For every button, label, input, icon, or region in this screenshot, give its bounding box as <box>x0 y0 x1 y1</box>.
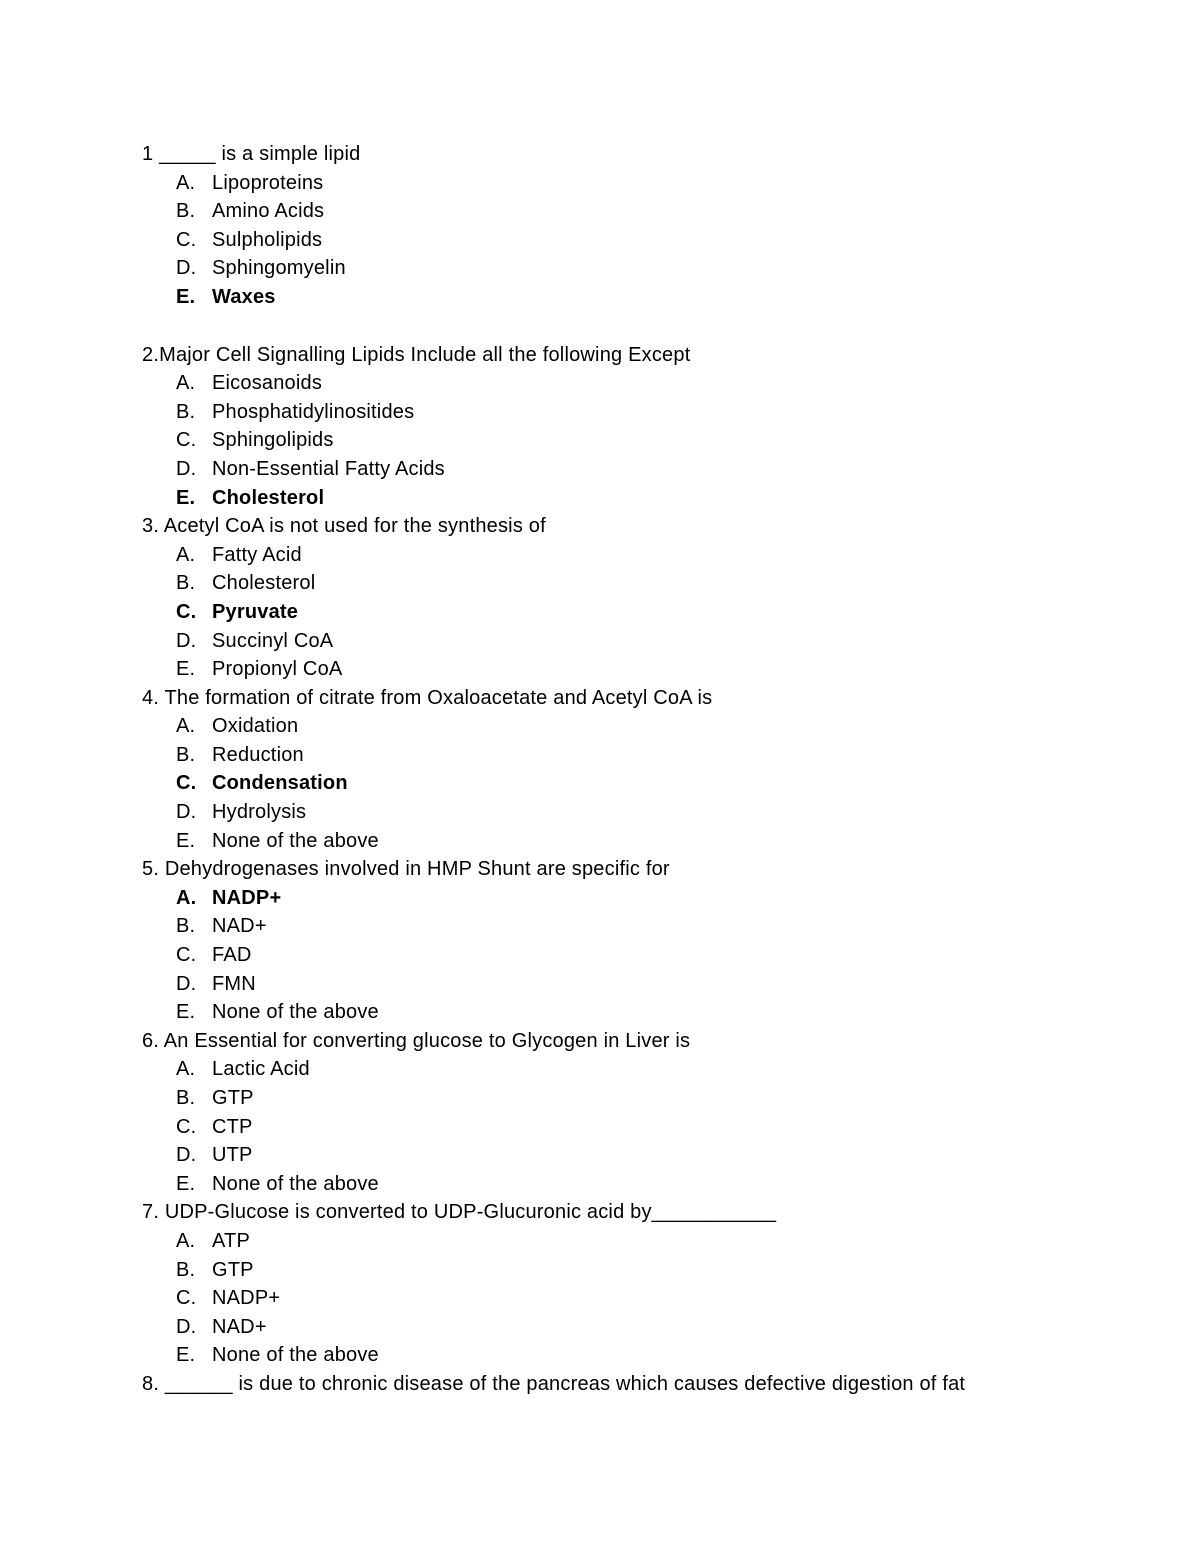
option-letter: A. <box>176 1229 196 1252</box>
option-text: Propionyl CoA <box>212 658 343 681</box>
question-2-stem: 2.Major Cell Signalling Lipids Include all the following Except <box>142 343 691 366</box>
option-text: Reduction <box>212 743 304 766</box>
option-letter: B. <box>176 572 196 595</box>
option-text: None of the above <box>212 1001 379 1024</box>
option-text: None of the above <box>212 1344 379 1367</box>
option-letter: B. <box>176 915 196 938</box>
option-letter: D. <box>176 457 197 480</box>
question-4-option-a <box>142 712 1142 741</box>
option-letter: B. <box>176 743 196 766</box>
option-text: GTP <box>212 1258 254 1281</box>
question-4-option-c <box>142 769 1142 798</box>
option-letter: C. <box>176 1115 197 1138</box>
question-4 <box>142 684 1142 856</box>
option-text: CTP <box>212 1115 253 1138</box>
question-7 <box>142 1198 1142 1370</box>
question-1-option-d <box>142 254 1142 283</box>
question-2-option-e <box>142 484 1142 513</box>
option-text: Hydrolysis <box>212 801 307 824</box>
option-text: Sulpholipids <box>212 228 323 251</box>
option-letter: B. <box>176 200 196 223</box>
question-3-option-a <box>142 541 1142 570</box>
question-4-option-e <box>142 827 1142 856</box>
question-7-option-c <box>142 1284 1142 1313</box>
option-text: Non-Essential Fatty Acids <box>212 457 445 480</box>
quiz-document <box>142 140 1142 1399</box>
question-3-option-e <box>142 655 1142 684</box>
question-6 <box>142 1027 1142 1199</box>
question-5-stem: 5. Dehydrogenases involved in HMP Shunt are specific for <box>142 858 670 881</box>
question-5-option-b <box>142 912 1142 941</box>
question-1-option-b <box>142 197 1142 226</box>
question-1 <box>142 140 1142 312</box>
question-4-option-d <box>142 798 1142 827</box>
option-text: Sphingomyelin <box>212 257 346 280</box>
question-1-option-a <box>142 169 1142 198</box>
question-7-option-e <box>142 1341 1142 1370</box>
question-3 <box>142 512 1142 684</box>
question-6-option-d <box>142 1141 1142 1170</box>
option-text: NADP+ <box>212 886 282 909</box>
question-1-option-c <box>142 226 1142 255</box>
question-6-stem: 6. An Essential for converting glucose to Glycogen in Liver is <box>142 1029 691 1052</box>
option-text: Condensation <box>212 772 348 795</box>
option-letter: C. <box>176 429 197 452</box>
option-text: Cholesterol <box>212 486 325 509</box>
question-7-option-b <box>142 1256 1142 1285</box>
question-6-option-a <box>142 1055 1142 1084</box>
option-text: Fatty Acid <box>212 543 302 566</box>
question-1-option-e <box>142 283 1142 312</box>
option-letter: D. <box>176 801 197 824</box>
option-text: Oxidation <box>212 715 299 738</box>
option-letter: A. <box>176 1058 196 1081</box>
question-8 <box>142 1370 1142 1399</box>
option-letter: E. <box>176 1344 196 1367</box>
option-letter: D. <box>176 257 197 280</box>
question-7-stem: 7. UDP-Glucose is converted to UDP-Glucuronic acid by___________ <box>142 1201 777 1224</box>
option-text: Waxes <box>212 285 276 308</box>
question-2-option-c <box>142 426 1142 455</box>
question-5 <box>142 855 1142 1027</box>
question-2-option-d <box>142 455 1142 484</box>
option-text: None of the above <box>212 1172 379 1195</box>
question-1-stem: 1 _____ is a simple lipid <box>142 143 361 165</box>
option-letter: B. <box>176 1258 196 1281</box>
option-text: NADP+ <box>212 1287 281 1310</box>
option-letter: A. <box>176 171 196 194</box>
question-7-option-a <box>142 1227 1142 1256</box>
question-3-stem: 3. Acetyl CoA is not used for the synthesis of <box>142 515 546 538</box>
option-text: Lactic Acid <box>212 1058 310 1081</box>
question-2 <box>142 341 1142 513</box>
option-letter: B. <box>176 1087 196 1109</box>
question-7-option-d <box>142 1313 1142 1342</box>
option-text: FAD <box>212 944 252 967</box>
question-5-option-c <box>142 941 1142 970</box>
option-text: NAD+ <box>212 915 267 938</box>
option-letter: D. <box>176 972 197 995</box>
option-text: GTP <box>212 1087 254 1109</box>
option-letter: E. <box>176 486 196 509</box>
option-text: Cholesterol <box>212 572 316 595</box>
question-5-option-d <box>142 970 1142 999</box>
question-6-option-b <box>142 1084 1142 1113</box>
question-6-option-c <box>142 1113 1142 1142</box>
option-letter: A. <box>176 715 196 738</box>
option-text: Amino Acids <box>212 200 325 223</box>
option-text: UTP <box>212 1144 253 1167</box>
question-2-option-a <box>142 369 1142 398</box>
option-letter: A. <box>176 372 196 395</box>
option-letter: C. <box>176 228 197 251</box>
option-text: NAD+ <box>212 1315 267 1338</box>
option-letter: C. <box>176 944 197 967</box>
question-3-option-c <box>142 598 1142 627</box>
option-letter: A. <box>176 543 196 566</box>
option-letter: A. <box>176 886 197 909</box>
option-letter: D. <box>176 629 197 652</box>
option-letter: C. <box>176 600 197 623</box>
option-text: Eicosanoids <box>212 372 323 395</box>
question-5-option-a <box>142 884 1142 913</box>
option-letter: D. <box>176 1315 197 1338</box>
option-text: Phosphatidylinositides <box>212 400 415 423</box>
question-3-option-d <box>142 627 1142 656</box>
question-6-option-e <box>142 1170 1142 1199</box>
option-text: Sphingolipids <box>212 429 334 452</box>
option-text: Lipoproteins <box>212 171 324 194</box>
option-text: Succinyl CoA <box>212 629 334 652</box>
question-8-stem: 8. ______ is due to chronic disease of the pancreas which causes defective digestion of fat <box>142 1372 966 1395</box>
question-4-option-b <box>142 741 1142 770</box>
option-letter: E. <box>176 1172 196 1195</box>
question-4-stem: 4. The formation of citrate from Oxaloacetate and Acetyl CoA is <box>142 686 713 709</box>
option-letter: E. <box>176 658 196 681</box>
option-letter: C. <box>176 1287 197 1310</box>
question-2-option-b <box>142 398 1142 427</box>
option-letter: D. <box>176 1144 197 1167</box>
option-text: ATP <box>212 1229 251 1252</box>
option-letter: E. <box>176 1001 196 1024</box>
option-text: Pyruvate <box>212 600 299 623</box>
option-letter: E. <box>176 285 196 308</box>
option-letter: E. <box>176 829 196 852</box>
option-letter: B. <box>176 400 196 423</box>
option-text: None of the above <box>212 829 379 852</box>
question-5-option-e <box>142 998 1142 1027</box>
option-text: FMN <box>212 972 256 995</box>
question-3-option-b <box>142 569 1142 598</box>
option-letter: C. <box>176 772 197 795</box>
